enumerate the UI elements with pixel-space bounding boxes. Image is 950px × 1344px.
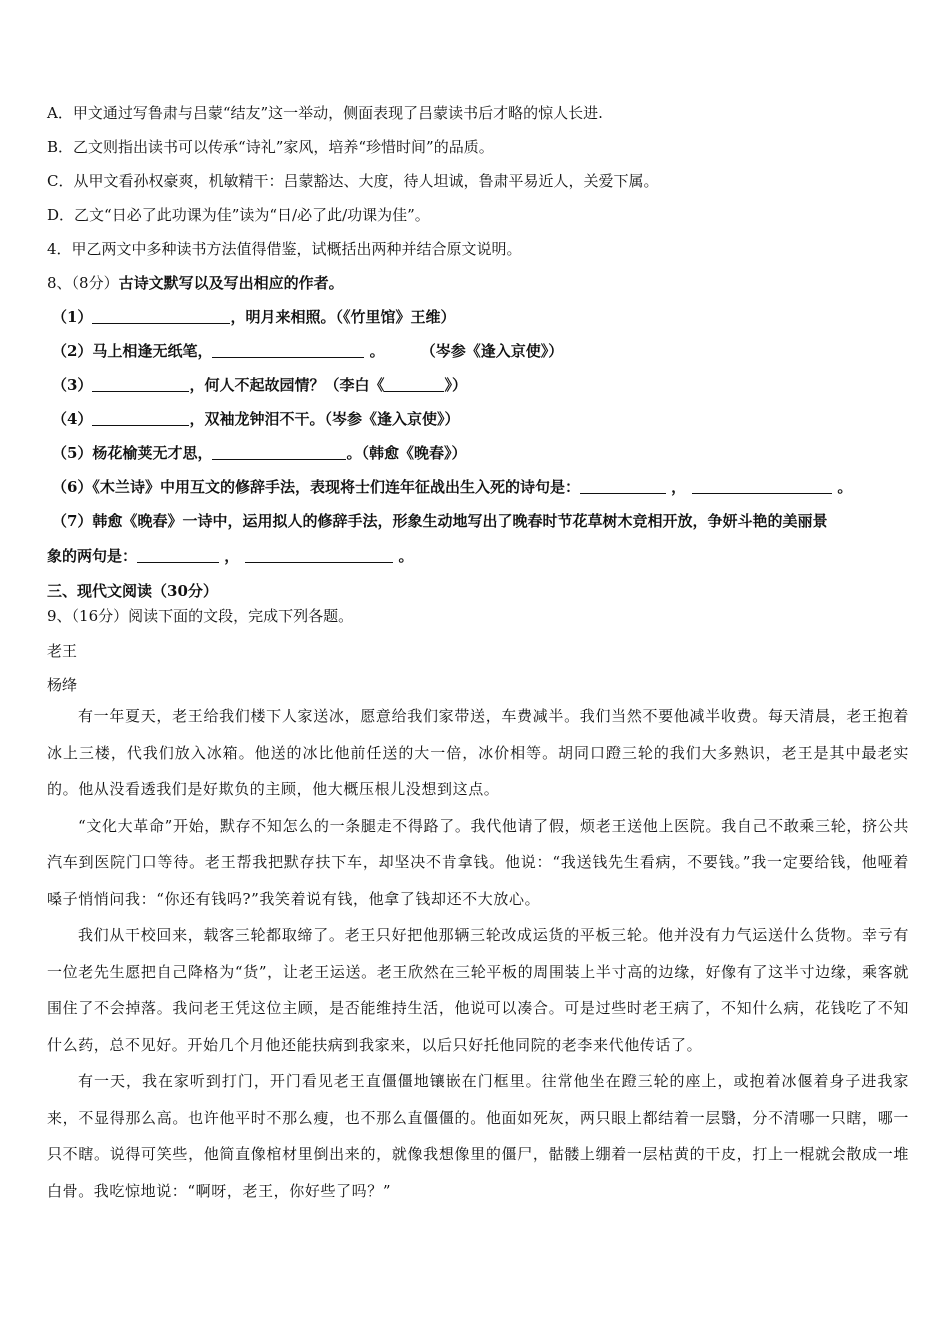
answer-blank-6a[interactable] [580, 479, 666, 494]
question-9 [47, 606, 353, 626]
item-4-suffix: ，双袖龙钟泪不干。（岑参《逢入京使》） [189, 410, 460, 428]
item-6-prefix: （6）《木兰诗》中用互文的修辞手法，表现将士们连年征战出生入死的诗句是： [52, 478, 580, 496]
item-6-suffix: 。 [832, 478, 853, 496]
item-1-suffix: ，明月来相照。（《竹里馆》王维） [230, 308, 456, 326]
item-6-middle: ， [665, 478, 687, 496]
article-author: 杨绛 [47, 676, 78, 694]
item-7-suffix: 。 [393, 547, 414, 565]
article-body [47, 698, 909, 1209]
option-a: A．甲文通过写鲁肃与吕蒙“结友”这一举动，侧面表现了吕蒙读书后才略的惊人长进. [47, 104, 603, 122]
answer-blank-5[interactable] [212, 445, 346, 460]
question-9-number: 9、（16分） [47, 607, 129, 625]
answer-blank-7a[interactable] [137, 548, 219, 563]
poem-item-6 [52, 477, 852, 497]
poem-item-3 [52, 375, 467, 395]
item-4-prefix: （4） [52, 410, 93, 428]
poem-item-2 [52, 341, 563, 361]
question-8-title: 古诗文默写以及写出相应的作者。 [118, 274, 344, 292]
poem-item-7-line1: （7）韩愈《晚春》一诗中，运用拟人的修辞手法，形象生动地写出了晚春时节花草树木竞相开放，争妍斗艳的美丽景 [52, 512, 828, 530]
item-2-source: （岑参《逢入京使》） [420, 342, 564, 360]
article-title: 老王 [47, 642, 78, 660]
article-paragraph: 有一年夏天，老王给我们楼下人家送冰，愿意给我们家带送，车费减半。我们当然不要他减半收费。每天清晨，老王抱着冰上三楼，代我们放入冰箱。他送的冰比他前任送的大一倍，冰价相等。胡同口蹬三轮的我们大多熟识，老王是其中最老实的。他从没看透我们是好欺负的主顾，他大概压根儿没想到这点。 [47, 707, 909, 798]
poem-item-7-line2 [47, 546, 413, 566]
article-paragraph: 有一天，我在家听到打门，开门看见老王直僵僵地镶嵌在门框里。往常他坐在蹬三轮的座上，或抱着冰偃着身子进我家来，不显得那么高。也许他平时不那么瘦，也不那么直僵僵的。他面如死灰，两只眼上都结着一层翳，分不清哪一只瞎，哪一只不瞎。说得可笑些，他简直像棺材里倒出来的，就像我想像里的僵尸，骷髅上绷着一层枯黄的干皮，打上一棍就会散成一堆白骨。我吃惊地说：“啊呀，老王，你好些了吗？” [47, 1072, 909, 1200]
answer-blank-3b[interactable] [384, 377, 444, 392]
item-5-suffix: 。（韩愈《晚春》） [346, 444, 467, 462]
article-paragraph: 我们从干校回来，载客三轮都取缔了。老王只好把他那辆三轮改成运货的平板三轮。他并没有力气运送什么货物。幸亏有一位老先生愿把自己降格为“货”，让老王运送。老王欣然在三轮平板的周围装上半寸高的边缘，好像有了这半寸边缘，乘客就围住了不会掉落。我问老王凭这位主顾，是否能维持生活，他说可以凑合。可是过些时老王病了，不知什么病，花钱吃了不知什么药，总不见好。开始几个月他还能扶病到我家来，以后只好托他同院的老李来代他传话了。 [47, 926, 909, 1054]
answer-blank-4[interactable] [92, 411, 189, 426]
answer-blank-3[interactable] [92, 377, 189, 392]
item-7-middle: ， [219, 547, 240, 565]
item-7-prefix: 象的两句是： [47, 547, 138, 565]
poem-item-1 [52, 307, 455, 327]
section-3-heading: 三、现代文阅读（30分） [47, 582, 218, 600]
answer-blank-2[interactable] [212, 343, 364, 358]
poem-item-5 [52, 443, 466, 463]
answer-blank-7b[interactable] [245, 548, 393, 563]
poem-item-4 [52, 409, 459, 429]
article-paragraph: “文化大革命”开始，默存不知怎么的一条腿走不得路了。我代他请了假，烦老王送他上医院。我自己不敢乘三轮，挤公共汽车到医院门口等待。老王帮我把默存扶下车，却坚决不肯拿钱。他说：“我送钱先生看病，不要钱。”我一定要给钱，他哑着嗓子悄悄问我：“你还有钱吗?”我笑着说有钱，他拿了钱却还不大放心。 [47, 816, 909, 908]
item-2-suffix: 。 [364, 342, 385, 360]
item-1-prefix: （1） [52, 308, 93, 326]
answer-blank-1[interactable] [92, 309, 230, 324]
question-8-number: 8、（8分） [47, 274, 119, 292]
question-9-text: 阅读下面的文段，完成下列各题。 [128, 607, 354, 625]
item-2-prefix: （2）马上相逢无纸笔， [52, 342, 213, 360]
answer-blank-6b[interactable] [692, 479, 832, 494]
option-c: C．从甲文看孙权豪爽，机敏精干：吕蒙豁达、大度，待人坦诚，鲁肃平易近人，关爱下属。 [47, 172, 659, 190]
question-8-header [47, 273, 344, 293]
item-5-prefix: （5）杨花榆荚无才思， [52, 444, 213, 462]
item-3-middle: ，何人不起故园情？（李白《 [189, 376, 385, 394]
item-3-prefix: （3） [52, 376, 93, 394]
option-b: B．乙文则指出读书可以传承“诗礼”家风，培养“珍惜时间”的品质。 [47, 138, 494, 156]
question-4: 4．甲乙两文中多种读书方法值得借鉴，试概括出两种并结合原文说明。 [47, 240, 522, 258]
item-3-suffix: 》） [444, 376, 467, 394]
option-d: D．乙文“日必了此功课为佳”读为“日/必了此/功课为佳”。 [47, 206, 430, 224]
